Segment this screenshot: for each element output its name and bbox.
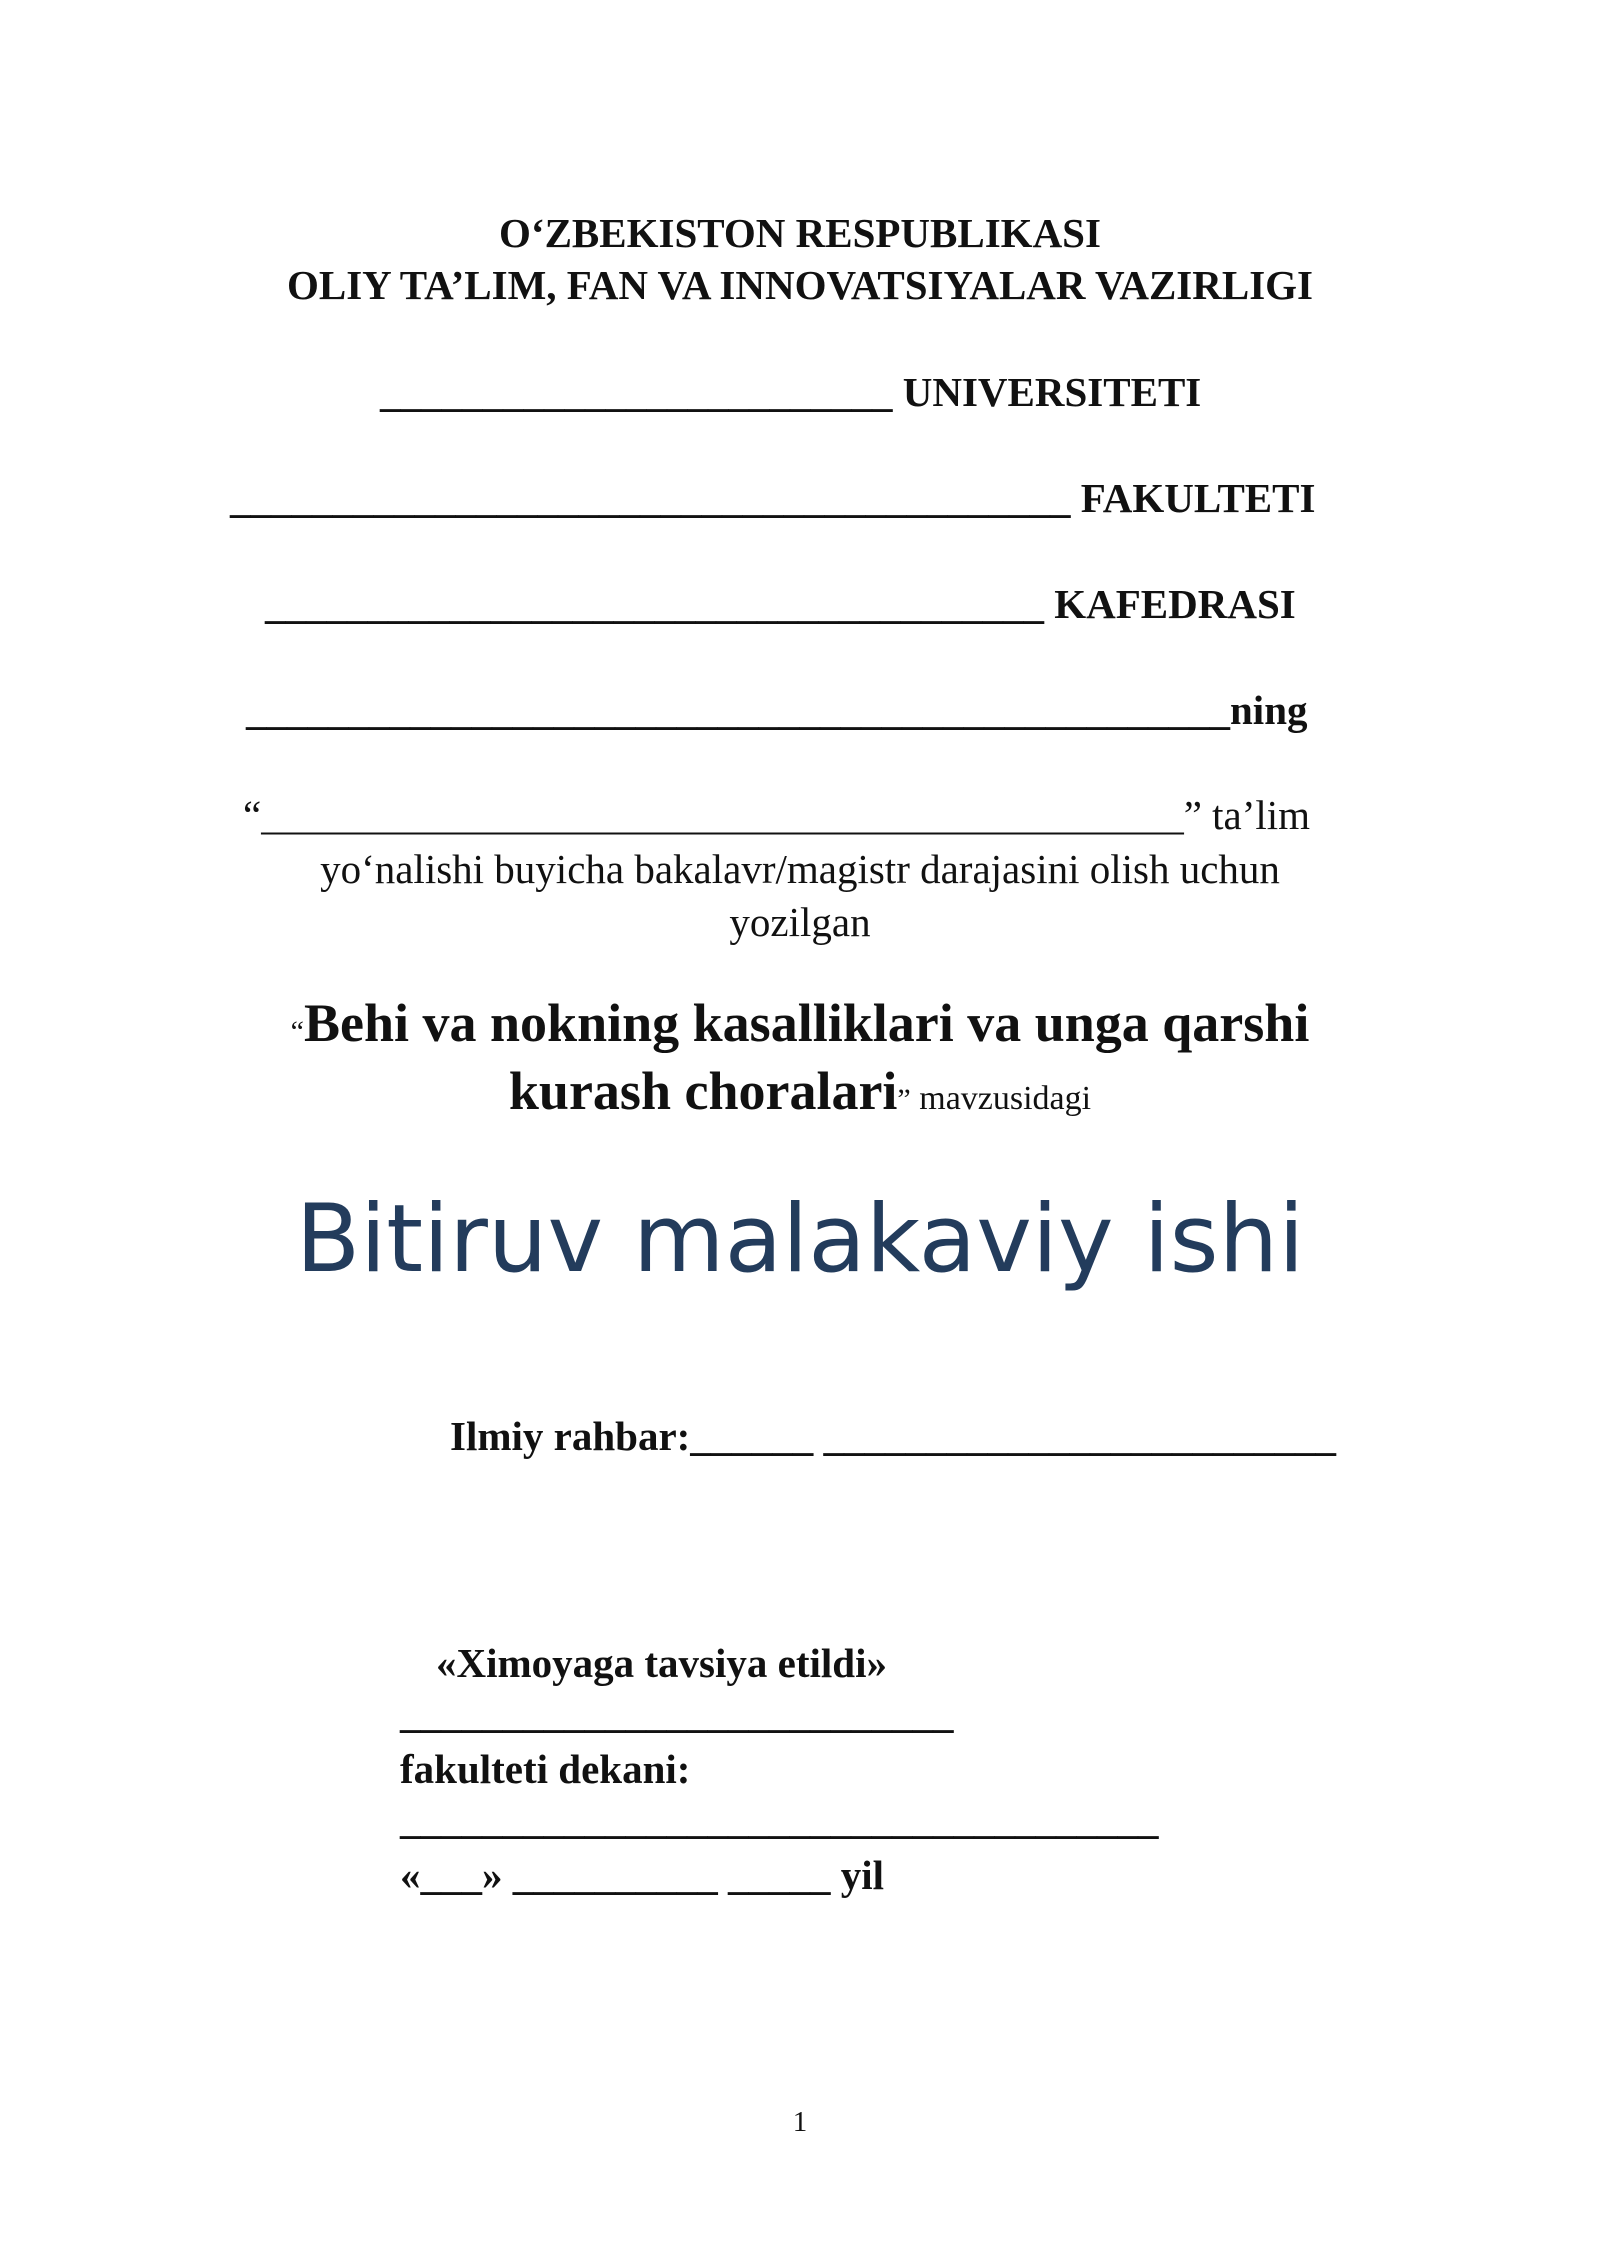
- university-blank: _________________________: [380, 369, 893, 415]
- direction-close-text: ” ta’lim: [1183, 792, 1311, 838]
- page-number: 1: [792, 2106, 808, 2138]
- topic-line-2: [0, 1061, 1600, 1121]
- date-line: [400, 1852, 885, 1898]
- ministry-line-2: OLIY TA’LIM, FAN VA INNOVATSIYALAR VAZIRLIGI: [286, 262, 1314, 308]
- topic-text-2: kurash choralari: [508, 1061, 898, 1121]
- direction-blank: _____________________________________________: [261, 792, 1184, 838]
- faculty-label: FAKULTETI: [1070, 475, 1316, 521]
- faculty-blank: _________________________________________: [230, 475, 1071, 521]
- supervisor-line: [450, 1413, 1337, 1459]
- ministry-line-1: O‘ZBEKISTON RESPUBLIKASI: [499, 210, 1101, 256]
- supervisor-label: Ilmiy rahbar:: [450, 1413, 691, 1459]
- approval-blank-line-b: _____________________________________: [400, 1796, 1159, 1842]
- direction-line-3: yozilgan: [729, 899, 871, 945]
- department-line: [265, 581, 1296, 627]
- student-line: [246, 687, 1308, 733]
- direction-line-2: yo‘nalishi buyicha bakalavr/magistr darajasini olish uchun: [320, 846, 1280, 892]
- work-title: Bitiruv malakaviy ishi: [295, 1185, 1305, 1294]
- supervisor-blank-2: _________________________: [813, 1413, 1337, 1459]
- topic-text-1: Behi va nokning kasalliklari va unga qarshi: [304, 993, 1310, 1053]
- faculty-line: [230, 475, 1316, 521]
- topic-suffix: mavzusidagi: [910, 1080, 1092, 1117]
- direction-open-quote: “: [243, 792, 262, 838]
- approval-blank-line-a: ___________________________: [400, 1690, 954, 1736]
- date-year: _____: [717, 1852, 831, 1898]
- student-blank: ________________________________________________: [246, 687, 1230, 733]
- topic-line-1: [0, 993, 1600, 1053]
- dean-label: fakulteti dekani:: [400, 1746, 691, 1792]
- direction-line-1: [243, 792, 1311, 838]
- university-line: [380, 369, 1202, 415]
- university-label: UNIVERSITETI: [892, 369, 1202, 415]
- student-suffix: ning: [1230, 687, 1308, 733]
- topic-close-quote: ”: [897, 1083, 911, 1116]
- year-label: yil: [830, 1852, 885, 1898]
- date-month: __________: [502, 1852, 718, 1898]
- date-day: «___»: [400, 1852, 503, 1898]
- supervisor-blank-1: ______: [690, 1413, 814, 1459]
- department-blank: ______________________________________: [265, 581, 1044, 627]
- topic-open-quote: “: [290, 1015, 304, 1048]
- department-label: KAFEDRASI: [1044, 581, 1296, 627]
- recommendation-line: «Ximoyaga tavsiya etildi»: [436, 1640, 887, 1686]
